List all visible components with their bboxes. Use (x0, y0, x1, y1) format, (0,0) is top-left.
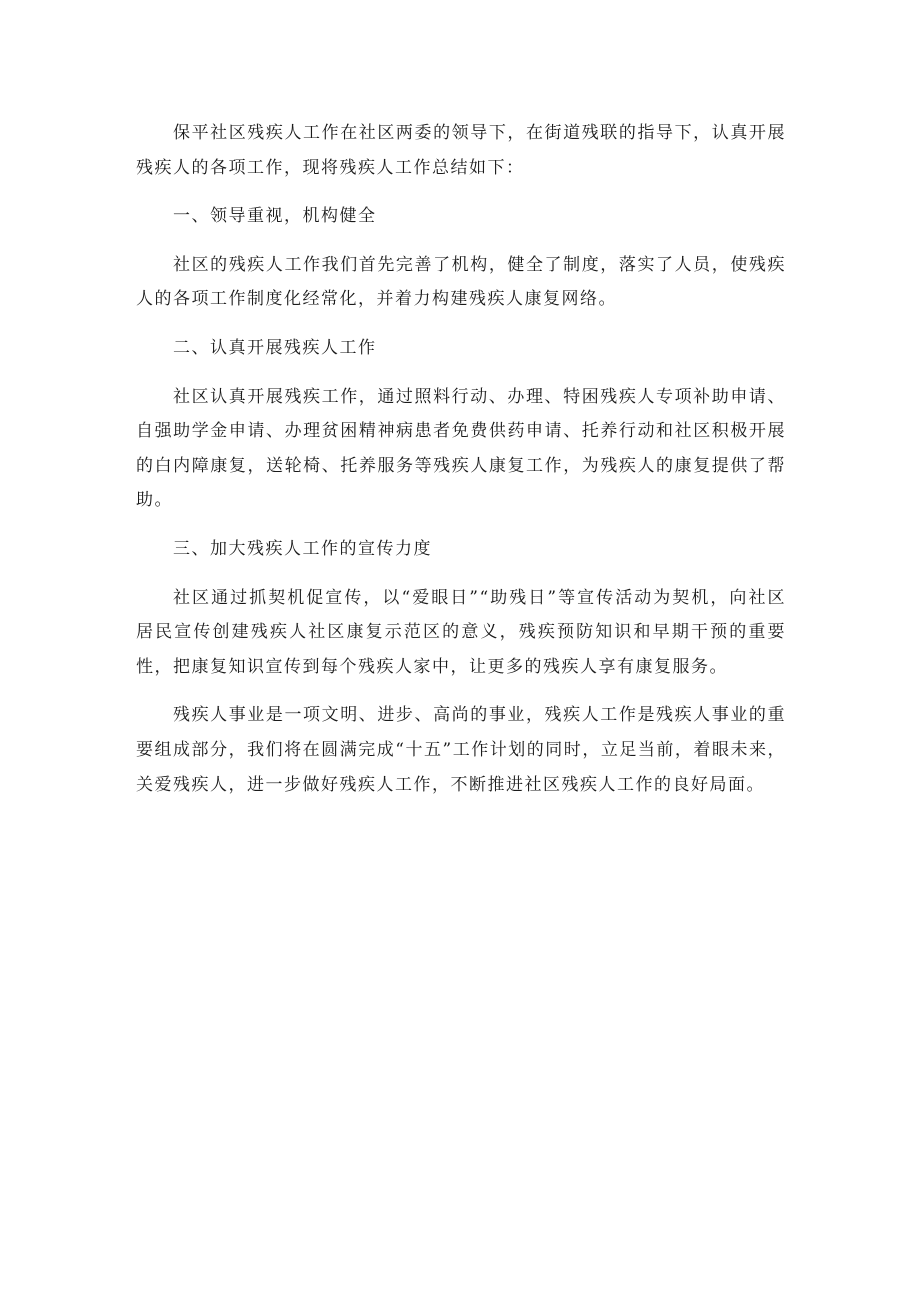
conclusion-paragraph: 残疾人事业是一项文明、进步、高尚的事业，残疾人工作是残疾人事业的重要组成部分，我们将在圆满完成“十五”工作计划的同时，立足当前，着眼未来，关爱残疾人，进一步做好残疾人工作，不断推进社区残疾人工作的良好局面。 (136, 705, 786, 795)
document-body (136, 116, 786, 816)
section-1-paragraph: 社区的残疾人工作我们首先完善了机构，健全了制度，落实了人员，使残疾人的各项工作制度化经常化，并着力构建残疾人康复网络。 (136, 254, 786, 310)
section-2-paragraph: 社区认真开展残疾工作，通过照料行动、办理、特困残疾人专项补助申请、自强助学金申请、办理贫困精神病患者免费供药申请、托养行动和社区积极开展的白内障康复，送轮椅、托养服务等残疾人康复工作，为残疾人的康复提供了帮助。 (136, 386, 786, 511)
section-heading-1: 一、领导重视，机构健全 (173, 206, 377, 227)
section-3-paragraph: 社区通过抓契机促宣传，以“爱眼日”“助残日”等宣传活动为契机，向社区居民宣传创建残疾人社区康复示范区的意义，残疾预防知识和早期干预的重要性，把康复知识宣传到每个残疾人家中，让更多的残疾人享有康复服务。 (136, 587, 786, 677)
intro-paragraph: 保平社区残疾人工作在社区两委的领导下，在街道残联的指导下，认真开展残疾人的各项工作，现将残疾人工作总结如下： (136, 123, 786, 178)
section-heading-3: 三、加大残疾人工作的宣传力度 (173, 538, 432, 559)
section-heading-2: 二、认真开展残疾人工作 (173, 337, 377, 358)
